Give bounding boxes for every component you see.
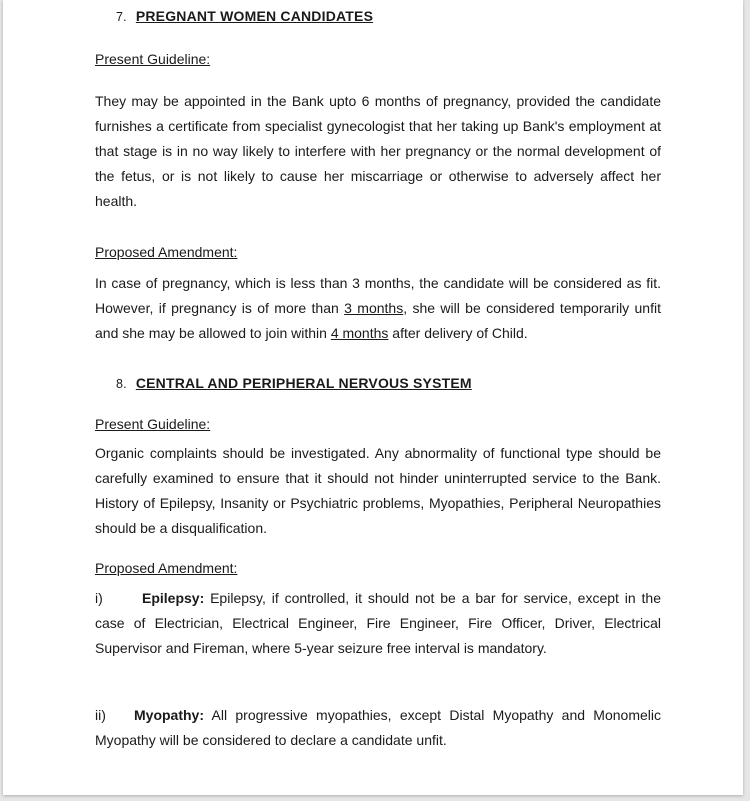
section-8-item-myopathy (95, 703, 661, 753)
section-8-heading (116, 375, 472, 391)
proposed-text-part: In case of pregnancy, which is less than 3 months, the candidate will be considered as fit. However, if pregnancy is of more than (95, 275, 661, 316)
section-8-present-text: Organic complaints should be investigated. Any abnormality of functional type should be carefully examined to ensure that it should not hinder uninterrupted service to the Bank. History of Epilepsy, Insanity or Psychiatric problems, Myopathies, Peripheral Neuropathies should be a disqualification. (95, 445, 661, 536)
section-8-present-label: Present Guideline: (95, 416, 211, 432)
item-1-marker: i) (95, 590, 103, 606)
proposed-underlined-duration: 4 months (330, 325, 389, 341)
section-7-number: 7. (116, 10, 127, 24)
proposed-text-part: , she will be considered temporarily unfit and she may be allowed to join within (95, 300, 661, 341)
item-2-text: All progressive myopathies, except Distal Myopathy and Monomelic Myopathy will be considered to declare a candidate unfit. (95, 707, 661, 748)
section-7-present-text: They may be appointed in the Bank upto 6 months of pregnancy, provided the candidate furnishes a certificate from specialist gynecologist that her taking up Bank's employment at that stage is in no way likely to interfere with her pregnancy or the normal development of the fetus, or is not likely to cause her miscarriage or otherwise to adversely affect her health. (95, 93, 661, 209)
proposed-underlined-duration: 3 months (344, 300, 404, 316)
section-8-title: CENTRAL AND PERIPHERAL NERVOUS SYSTEM (135, 375, 472, 391)
item-2-marker: ii) (95, 707, 106, 723)
item-1-term: Epilepsy: (142, 590, 205, 606)
section-7-proposed-label: Proposed Amendment: (95, 244, 238, 260)
section-8-number: 8. (116, 377, 127, 391)
section-7-proposed-text (95, 271, 661, 346)
item-1-text: Epilepsy, if controlled, it should not be a bar for service, except in the case of Electrician, Electrical Engineer, Fire Engineer, Fire Officer, Driver, Electrical Supervisor and Fireman, where 5-year seizure free interval is mandatory. (95, 590, 661, 656)
document-page (3, 0, 743, 795)
section-8-proposed-label: Proposed Amendment: (95, 560, 238, 576)
section-7-heading (116, 8, 373, 24)
section-8-item-epilepsy (95, 586, 661, 661)
section-7-present-label: Present Guideline: (95, 51, 211, 67)
item-2-term: Myopathy: (134, 707, 204, 723)
section-7-title: PREGNANT WOMEN CANDIDATES (135, 8, 374, 24)
proposed-text-part: after delivery of Child. (388, 325, 528, 341)
